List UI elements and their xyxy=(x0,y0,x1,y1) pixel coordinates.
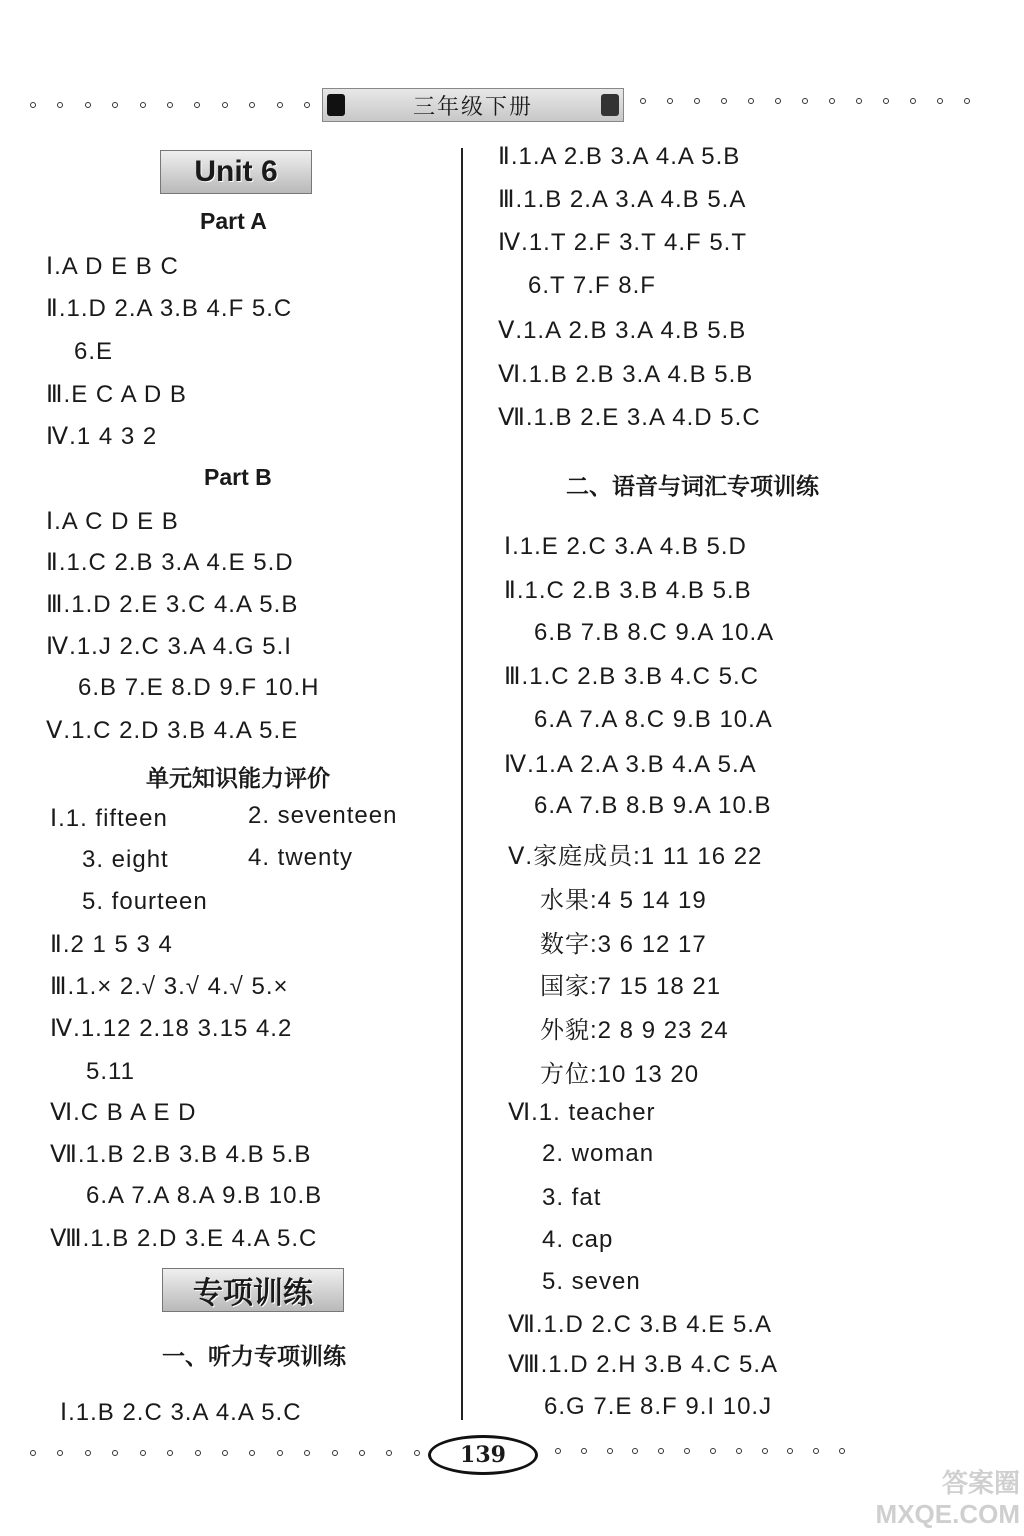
answer-line: 3. fat xyxy=(542,1184,602,1211)
answer-line: 6.A 7.A 8.C 9.B 10.A xyxy=(534,706,773,733)
part-b-heading: Part B xyxy=(204,464,272,490)
answer-line: 6.T 7.F 8.F xyxy=(528,272,656,299)
column-divider xyxy=(461,148,463,1420)
page-number-oval: 139 xyxy=(428,1435,538,1475)
answer-line: Ⅲ.1.D 2.E 3.C 4.A 5.B xyxy=(46,591,299,618)
special-training-title: 专项训练 xyxy=(162,1268,344,1312)
answer-line: Ⅴ.家庭成员:1 11 16 22 xyxy=(508,843,763,870)
answer-line: Ⅶ.1.D 2.C 3.B 4.E 5.A xyxy=(508,1311,772,1338)
footer-dots-right xyxy=(555,1446,845,1456)
answer-line: Ⅳ.1.12 2.18 3.15 4.2 xyxy=(50,1015,293,1042)
answer-line: Ⅳ.1.J 2.C 3.A 4.G 5.I xyxy=(46,633,292,660)
unit-title: Unit 6 xyxy=(160,150,312,194)
answer-line: 4. twenty xyxy=(248,844,354,871)
answer-line: 6.E xyxy=(74,338,114,365)
answer-line: Ⅵ.1.B 2.B 3.A 4.B 5.B xyxy=(498,361,754,388)
answer-line: Ⅱ.1.C 2.B 3.B 4.B 5.B xyxy=(504,577,752,604)
answer-line: Ⅴ.1.C 2.D 3.B 4.A 5.E xyxy=(46,717,299,744)
answer-line: 6.A 7.B 8.B 9.A 10.B xyxy=(534,792,772,819)
answer-line: Ⅰ.1.E 2.C 3.A 4.B 5.D xyxy=(504,533,747,560)
answer-line: 数字:3 6 12 17 xyxy=(540,931,707,958)
listening-heading: 一、听力专项训练 xyxy=(162,1343,346,1369)
answer-line: Ⅲ.1.B 2.A 3.A 4.B 5.A xyxy=(498,186,747,213)
answer-line: 外貌:2 8 9 23 24 xyxy=(540,1017,729,1044)
answer-line: 6.G 7.E 8.F 9.I 10.J xyxy=(544,1393,773,1420)
answer-line: Ⅶ.1.B 2.B 3.B 4.B 5.B xyxy=(50,1141,312,1168)
eval-heading: 单元知识能力评价 xyxy=(146,765,330,791)
header-title: 三年级下册 xyxy=(412,94,533,120)
answer-line: Ⅵ.C B A E D xyxy=(50,1099,197,1126)
answer-line: Ⅴ.1.A 2.B 3.A 4.B 5.B xyxy=(498,317,747,344)
answer-line: Ⅷ.1.D 2.H 3.B 4.C 5.A xyxy=(508,1351,779,1378)
answer-line: Ⅷ.1.B 2.D 3.E 4.A 5.C xyxy=(50,1225,318,1252)
footer-dots-left xyxy=(30,1448,420,1458)
answer-line: Ⅳ.1.A 2.A 3.B 4.A 5.A xyxy=(504,751,757,778)
site-watermark xyxy=(840,1430,1020,1530)
watermark-line2: MXQE.COM xyxy=(875,1498,1020,1529)
answer-line: 6.B 7.B 8.C 9.A 10.A xyxy=(534,619,775,646)
answer-line: 4. cap xyxy=(542,1226,614,1253)
answer-line: 2. seventeen xyxy=(248,802,398,829)
vocab-heading: 二、语音与词汇专项训练 xyxy=(566,473,819,499)
answer-line: 国家:7 15 18 21 xyxy=(540,973,722,1000)
answer-line: Ⅱ.2 1 5 3 4 xyxy=(50,931,173,958)
answer-line: Ⅱ.1.A 2.B 3.A 4.A 5.B xyxy=(498,143,741,170)
answer-line: Ⅶ.1.B 2.E 3.A 4.D 5.C xyxy=(498,404,761,431)
book-icon-right xyxy=(601,94,619,116)
answer-line: Ⅰ.A D E B C xyxy=(46,253,179,280)
answer-line: Ⅵ.1. teacher xyxy=(508,1099,656,1126)
answer-line: Ⅲ.E C A D B xyxy=(46,381,187,408)
answer-line: Ⅱ.1.D 2.A 3.B 4.F 5.C xyxy=(46,295,293,322)
answer-line: 6.B 7.E 8.D 9.F 10.H xyxy=(78,674,320,701)
page-number xyxy=(426,1432,540,1478)
part-a-heading: Part A xyxy=(200,208,267,234)
answer-line: 水果:4 5 14 19 xyxy=(540,887,707,914)
answer-line: Ⅰ.A C D E B xyxy=(46,508,179,535)
header-dots-right xyxy=(640,96,970,106)
answer-line: Ⅳ.1.T 2.F 3.T 4.F 5.T xyxy=(498,229,747,256)
answer-line: 5. seven xyxy=(542,1268,641,1295)
answer-line: 5.11 xyxy=(86,1058,135,1085)
answer-line: Ⅲ.1.× 2.√ 3.√ 4.√ 5.× xyxy=(50,973,289,1000)
answer-line: 方位:10 13 20 xyxy=(540,1061,700,1088)
answer-line: 5. fourteen xyxy=(82,888,208,915)
answer-line: Ⅰ.1. fifteen xyxy=(50,805,168,832)
answer-line: Ⅱ.1.C 2.B 3.A 4.E 5.D xyxy=(46,549,294,576)
book-icon xyxy=(327,94,345,116)
answer-line: Ⅳ.1 4 3 2 xyxy=(46,423,158,450)
answer-line: Ⅲ.1.C 2.B 3.B 4.C 5.C xyxy=(504,663,759,690)
answer-line: Ⅰ.1.B 2.C 3.A 4.A 5.C xyxy=(60,1399,302,1426)
header-dots-left xyxy=(30,100,310,110)
header-banner xyxy=(322,88,624,122)
answer-line: 3. eight xyxy=(82,846,169,873)
answer-line: 2. woman xyxy=(542,1140,655,1167)
answer-line: 6.A 7.A 8.A 9.B 10.B xyxy=(86,1182,323,1209)
watermark-line1: 答案圈 xyxy=(941,1467,1020,1498)
